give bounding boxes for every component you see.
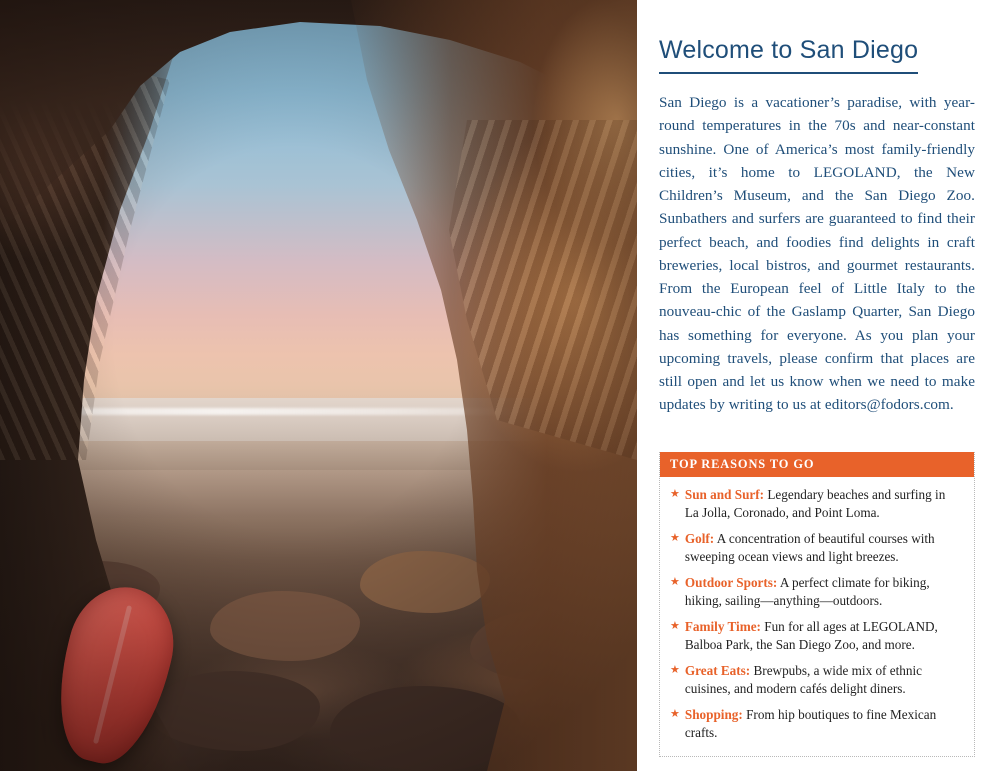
- list-item-title: Family Time:: [684, 619, 761, 635]
- star-icon: ★: [670, 620, 680, 633]
- star-icon: ★: [670, 708, 680, 721]
- list-item-body: [685, 530, 962, 565]
- rock-shape: [150, 671, 320, 751]
- list-item-text: Brewpubs, a wide mix of ethnic cuisines, and modern cafés delight diners.: [684, 663, 922, 696]
- star-icon: ★: [670, 532, 680, 545]
- top-reasons-box: [659, 452, 975, 757]
- list-item: [670, 486, 962, 521]
- list-item-title: Great Eats:: [684, 663, 751, 679]
- star-icon: ★: [670, 488, 680, 500]
- rock-shape: [360, 551, 490, 613]
- intro-paragraph: San Diego is a vacationer’s paradise, with year-round temperatures in the 70s and near-constant sunshine. One of America’s most family-friendly cities, it’s home to LEGOLAND, the New Children’s Museum, and the San Diego Zoo. Sunbathers and surfers are guaranteed to find their perfect beach, and foodies find delights in craft breweries, local bistros, and gourmet restaurants. From the European feel of Little Italy to the nouveau-chic of the Gaslamp Quarter, San Diego has something for everyone. As you plan your upcoming travels, please confirm that places are still open and let us know when we need to make updates by writing to us at editors@fodors.com.: [659, 94, 975, 414]
- list-item-body: [685, 662, 962, 697]
- list-item-text: From hip boutiques to fine Mexican crafts.: [684, 707, 937, 741]
- star-icon: ★: [670, 664, 680, 677]
- list-item: [670, 574, 962, 609]
- rock-shape: [210, 591, 360, 661]
- list-item-body: [685, 486, 962, 521]
- list-item-title: Outdoor Sports:: [684, 575, 778, 591]
- list-item-title: Sun and Surf:: [684, 487, 765, 502]
- list-item-body: [685, 574, 962, 609]
- list-item-text: Fun for all ages at LEGOLAND, Balboa Park, the San Diego Zoo, and more.: [684, 619, 938, 652]
- list-item-body: [685, 706, 962, 741]
- list-item-text: A perfect climate for biking, hiking, sailing—anything—outdoors.: [684, 575, 930, 608]
- top-reasons-list: [660, 477, 974, 756]
- list-item-title: Golf:: [684, 531, 715, 547]
- list-item-text: A concentration of beautiful courses with sweeping ocean views and light breezes.: [684, 531, 935, 564]
- list-item-body: [685, 618, 962, 653]
- star-icon: ★: [670, 576, 680, 589]
- article-column: [637, 0, 1000, 771]
- list-item-title: Shopping:: [684, 707, 743, 723]
- top-reasons-header: TOP REASONS TO GO: [660, 452, 974, 477]
- list-item: [670, 706, 962, 741]
- list-item: [670, 530, 962, 565]
- page-title: Welcome to San Diego: [659, 36, 918, 74]
- list-item-text: Legendary beaches and surfing in La Jolla, Coronado, and Point Loma.: [684, 487, 946, 520]
- list-item: [670, 662, 962, 697]
- list-item: [670, 618, 962, 653]
